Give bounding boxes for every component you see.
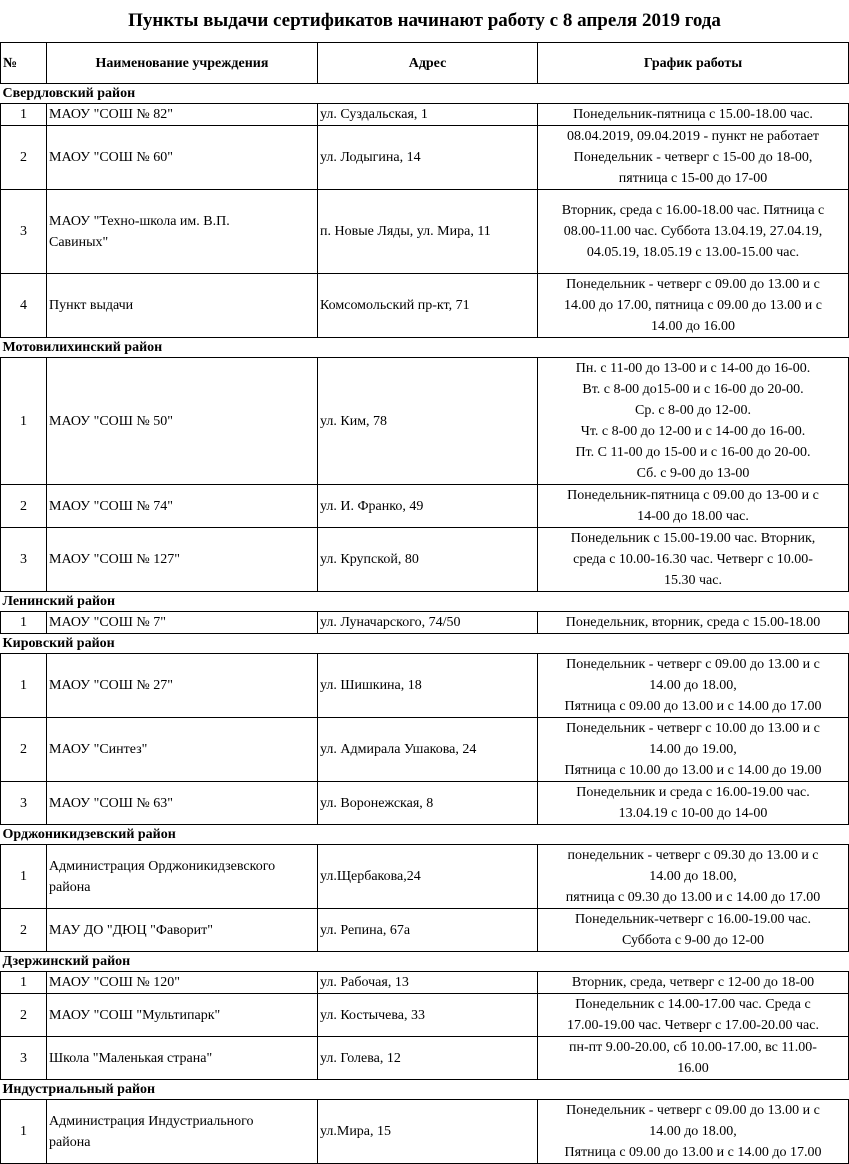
work-schedule-line: Пятница с 09.00 до 13.00 и с 14.00 до 17.00 [564, 699, 822, 714]
work-schedule-line: 08.00-11.00 час. Суббота 13.04.19, 27.04.19, [563, 224, 823, 239]
work-schedule-line: Пятница с 10.00 до 13.00 и с 14.00 до 19.00 [564, 763, 822, 778]
work-schedule-line: Понедельник с 15.00-19.00 час. Вторник, [570, 531, 816, 546]
district-row [1, 634, 849, 654]
district-row [1, 338, 849, 358]
page-title: Пункты выдачи сертификатов начинают работу с 8 апреля 2019 года [128, 10, 721, 31]
institution-name-line: МАОУ "СОШ № 127" [49, 552, 180, 567]
row-number: 2 [1, 126, 47, 190]
work-schedule [538, 612, 849, 634]
work-schedule-line: пятница с 09.30 до 13.00 и с 14.00 до 17.00 [565, 890, 821, 905]
institution-name-line: МАОУ "СОШ № 27" [49, 678, 173, 693]
institution-name-line: Пункт выдачи [49, 298, 134, 313]
row-number: 2 [1, 909, 47, 952]
institution-name-line: Савиных" [49, 234, 109, 250]
institution-name-line: МАОУ "СОШ № 74" [49, 498, 173, 514]
work-schedule [538, 782, 849, 825]
table-row [1, 485, 849, 528]
work-schedule [538, 1100, 849, 1164]
institution-name [47, 126, 318, 190]
work-schedule [538, 190, 849, 274]
work-schedule [538, 528, 849, 592]
column-header-institution: Наименование учреждения [47, 43, 318, 84]
institution-address: ул.Щербакова,24 [318, 845, 538, 909]
institution-name-line: МАОУ "Синтез" [49, 742, 148, 757]
work-schedule-line: Вт. с 8-00 до15-00 и с 16-00 до 20-00. [582, 382, 804, 397]
row-number: 1 [1, 1100, 47, 1164]
work-schedule-line: 14-00 до 18.00 час. [637, 509, 749, 524]
institution-name-line: МАОУ "Техно-школа им. В.П. [49, 213, 230, 229]
table-row [1, 654, 849, 718]
district-row [1, 592, 849, 612]
table-row [1, 1100, 849, 1164]
work-schedule [538, 358, 849, 485]
work-schedule-line: Вторник, среда с 16.00-18.00 час. Пятница с [561, 203, 825, 218]
district-row [1, 1080, 849, 1100]
work-schedule-line: 17.00-19.00 час. Четверг с 17.00-20.00 час. [567, 1018, 819, 1033]
institution-name [47, 1100, 318, 1164]
work-schedule-line: Пятница с 09.00 до 13.00 и с 14.00 до 17.00 [564, 1145, 822, 1160]
work-schedule-line: 14.00 до 19.00, [649, 742, 737, 757]
table-row [1, 718, 849, 782]
institution-name-line: района [49, 1134, 91, 1150]
work-schedule-line: Понедельник-пятница с 09.00 до 13-00 и с [567, 488, 819, 503]
table-row [1, 528, 849, 592]
institution-name [47, 909, 318, 952]
institution-address: Комсомольский пр-кт, 71 [318, 274, 538, 338]
row-number: 1 [1, 104, 47, 126]
work-schedule-line: Пн. с 11-00 до 13-00 и с 14-00 до 16-00. [575, 361, 811, 376]
work-schedule-line: 14.00 до 18.00, [649, 1124, 737, 1139]
work-schedule-line: 04.05.19, 18.05.19 с 13.00-15.00 час. [586, 245, 800, 260]
institution-address: ул. И. Франко, 49 [318, 485, 538, 528]
table-row [1, 909, 849, 952]
table-row [1, 274, 849, 338]
row-number: 3 [1, 1037, 47, 1080]
institution-address: ул. Ким, 78 [318, 358, 538, 485]
table-row [1, 972, 849, 994]
work-schedule-line: 16.00 [677, 1061, 709, 1076]
work-schedule-line: Вторник, среда, четверг с 12-00 до 18-00 [571, 975, 815, 990]
institution-name-line: района [49, 879, 91, 895]
work-schedule-line: пятница с 15-00 до 17-00 [618, 171, 768, 186]
institution-address: ул. Рабочая, 13 [318, 972, 538, 994]
table-row [1, 845, 849, 909]
work-schedule-line: 14.00 до 17.00, пятница с 09.00 до 13.00 и с [564, 298, 822, 313]
district-row [1, 952, 849, 972]
institution-address: ул. Лодыгина, 14 [318, 126, 538, 190]
work-schedule-line: Понедельник - четверг с 09.00 до 13.00 и с [566, 277, 820, 292]
institution-name [47, 104, 318, 126]
district-name: Ленинский район [1, 592, 849, 612]
institution-name [47, 654, 318, 718]
institution-name [47, 274, 318, 338]
row-number: 1 [1, 358, 47, 485]
row-number: 1 [1, 612, 47, 634]
table-row [1, 190, 849, 274]
institution-name-line: МАОУ "СОШ № 7" [49, 615, 166, 630]
row-number: 2 [1, 718, 47, 782]
district-name: Индустриальный район [1, 1080, 849, 1100]
table-row [1, 612, 849, 634]
row-number: 4 [1, 274, 47, 338]
column-header-address: Адрес [318, 43, 538, 84]
work-schedule [538, 126, 849, 190]
row-number: 2 [1, 994, 47, 1037]
row-number: 3 [1, 190, 47, 274]
table-row [1, 358, 849, 485]
district-name: Дзержинский район [1, 952, 849, 972]
work-schedule-line: пн-пт 9.00-20.00, сб 10.00-17.00, вс 11.00- [569, 1040, 817, 1055]
institution-name-line: МАОУ "СОШ № 60" [49, 150, 173, 165]
district-name: Свердловский район [1, 84, 849, 104]
institution-address: п. Новые Ляды, ул. Мира, 11 [318, 190, 538, 274]
row-number: 3 [1, 528, 47, 592]
row-number: 2 [1, 485, 47, 528]
work-schedule [538, 274, 849, 338]
work-schedule-line: Понедельник и среда с 16.00-19.00 час. [576, 785, 810, 800]
institution-address: ул. Репина, 67а [318, 909, 538, 952]
row-number: 3 [1, 782, 47, 825]
work-schedule-line: Понедельник - четверг с 09.00 до 13.00 и с [566, 1103, 820, 1118]
work-schedule [538, 994, 849, 1037]
institution-name [47, 782, 318, 825]
institution-address: ул. Шишкина, 18 [318, 654, 538, 718]
institution-name [47, 358, 318, 485]
institution-name [47, 528, 318, 592]
institution-name-line: МАОУ "СОШ "Мультипарк" [49, 1007, 221, 1023]
table-row [1, 126, 849, 190]
institution-name [47, 972, 318, 994]
work-schedule-line: Понедельник с 14.00-17.00 час. Среда с [575, 997, 811, 1012]
work-schedule-line: понедельник - четверг с 09.30 до 13.00 и с [567, 848, 819, 863]
row-number: 1 [1, 972, 47, 994]
institution-address: ул. Суздальская, 1 [318, 104, 538, 126]
work-schedule-line: Ср. с 8-00 до 12-00. [635, 403, 751, 418]
column-header-schedule: График работы [538, 43, 849, 84]
work-schedule-line: Сб. с 9-00 до 13-00 [636, 466, 750, 481]
district-name: Кировский район [1, 634, 849, 654]
work-schedule-line: Понедельник, вторник, среда с 15.00-18.00 [565, 615, 821, 630]
district-name: Орджоникидзевский район [1, 825, 849, 845]
institution-address: ул. Голева, 12 [318, 1037, 538, 1080]
district-row [1, 84, 849, 104]
column-header-number: № [1, 43, 47, 84]
institution-name-line: МАОУ "СОШ № 50" [49, 413, 173, 429]
work-schedule-line: Понедельник - четверг с 15-00 до 18-00, [573, 150, 813, 165]
work-schedule-line: Понедельник-пятница с 15.00-18.00 час. [573, 107, 813, 122]
table-row [1, 782, 849, 825]
work-schedule-line: 13.04.19 с 10-00 до 14-00 [618, 806, 768, 821]
work-schedule [538, 1037, 849, 1080]
institution-name [47, 485, 318, 528]
table-header-row [1, 43, 849, 84]
institution-address: ул. Воронежская, 8 [318, 782, 538, 825]
work-schedule-line: Понедельник - четверг с 09.00 до 13.00 и с [566, 657, 820, 672]
institution-address: ул. Луначарского, 74/50 [318, 612, 538, 634]
work-schedule-line: Понедельник-четверг с 16.00-19.00 час. [575, 912, 811, 927]
district-name: Мотовилихинский район [1, 338, 849, 358]
institution-name-line: МАОУ "СОШ № 63" [49, 795, 173, 811]
work-schedule [538, 485, 849, 528]
work-schedule-line: Суббота с 9-00 до 12-00 [621, 933, 765, 948]
institution-name-line: МАОУ "СОШ № 82" [49, 107, 173, 122]
work-schedule-line: Чт. с 8-00 до 12-00 и с 14-00 до 16-00. [580, 424, 806, 439]
work-schedule [538, 972, 849, 994]
work-schedule-line: 14.00 до 16.00 [650, 319, 736, 334]
work-schedule [538, 654, 849, 718]
institution-name [47, 190, 318, 274]
institution-name-line: МАОУ "СОШ № 120" [49, 975, 180, 990]
institution-name-line: Школа "Маленькая страна" [49, 1050, 213, 1066]
work-schedule [538, 909, 849, 952]
institution-name [47, 845, 318, 909]
district-row [1, 825, 849, 845]
institution-name [47, 718, 318, 782]
work-schedule [538, 845, 849, 909]
work-schedule-line: 14.00 до 18.00, [649, 869, 737, 884]
work-schedule-line: 14.00 до 18.00, [649, 678, 737, 693]
work-schedule-line: 15.30 час. [664, 573, 722, 588]
institution-name [47, 1037, 318, 1080]
institution-address: ул. Адмирала Ушакова, 24 [318, 718, 538, 782]
table-row [1, 104, 849, 126]
institution-address: ул.Мира, 15 [318, 1100, 538, 1164]
certificate-points-table [0, 42, 849, 1164]
table-row [1, 1037, 849, 1080]
table-row [1, 994, 849, 1037]
work-schedule [538, 718, 849, 782]
work-schedule [538, 104, 849, 126]
row-number: 1 [1, 654, 47, 718]
institution-name [47, 612, 318, 634]
work-schedule-line: 08.04.2019, 09.04.2019 - пункт не работает [566, 129, 820, 144]
work-schedule-line: Понедельник - четверг с 10.00 до 13.00 и с [566, 721, 820, 736]
institution-name-line: МАУ ДО "ДЮЦ "Фаворит" [49, 922, 213, 938]
work-schedule-line: среда с 10.00-16.30 час. Четверг с 10.00- [573, 552, 813, 567]
institution-name-line: Администрация Орджоникидзевского [49, 858, 276, 874]
row-number: 1 [1, 845, 47, 909]
institution-name-line: Администрация Индустриального [49, 1113, 254, 1129]
institution-name [47, 994, 318, 1037]
institution-address: ул. Крупской, 80 [318, 528, 538, 592]
institution-address: ул. Костычева, 33 [318, 994, 538, 1037]
work-schedule-line: Пт. С 11-00 до 15-00 и с 16-00 до 20-00. [575, 445, 811, 460]
